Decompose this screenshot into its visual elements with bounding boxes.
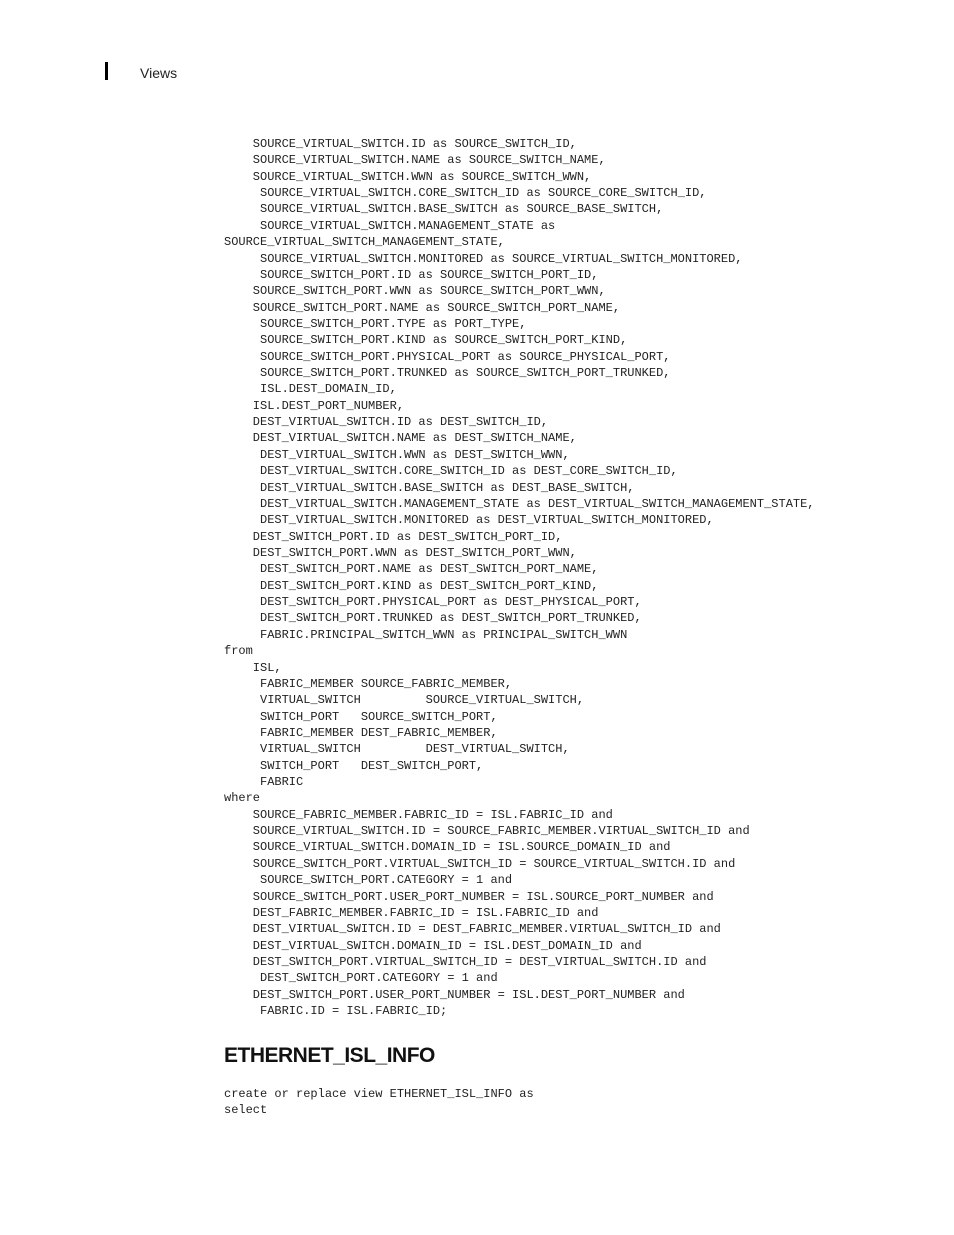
section-heading: ETHERNET_ISL_INFO: [224, 1044, 435, 1067]
sql-code-block: SOURCE_VIRTUAL_SWITCH.ID as SOURCE_SWITCH_ID, SOURCE_VIRTUAL_SWITCH.NAME as SOURCE_SWITCH_NAME, SOURCE_VIRTUAL_SWITCH.WWN as SOURCE_SWITCH_WWN, SOURCE_VIRTUAL_SWITCH.CORE_SWITCH_ID as SOURCE_CORE_SWITCH_ID, SOURCE_VIRTUAL_SWITCH.BASE_SWITCH as SOURCE_BASE_SWITCH, SOURCE_VIRTUAL_SWITCH.MANAGEMENT_STATE as SOURCE_VIRTUAL_SWITCH_MANAGEMENT_STATE, SOURCE_VIRTUAL_SWITCH.MONITORED as SOURCE_VIRTUAL_SWITCH_MONITORED, SOURCE_SWITCH_PORT.ID as SOURCE_SWITCH_PORT_ID, SOURCE_SWITCH_PORT.WWN as SOURCE_SWITCH_PORT_WWN, SOURCE_SWITCH_PORT.NAME as SOURCE_SWITCH_PORT_NAME, SOURCE_SWITCH_PORT.TYPE as PORT_TYPE, SOURCE_SWITCH_PORT.KIND as SOURCE_SWITCH_PORT_KIND, SOURCE_SWITCH_PORT.PHYSICAL_PORT as SOURCE_PHYSICAL_PORT, SOURCE_SWITCH_PORT.TRUNKED as SOURCE_SWITCH_PORT_TRUNKED, ISL.DEST_DOMAIN_ID, ISL.DEST_PORT_NUMBER, DEST_VIRTUAL_SWITCH.ID as DEST_SWITCH_ID, DEST_VIRTUAL_SWITCH.NAME as DEST_SWITCH_NAME, DEST_VIRTUAL_SWITCH.WWN as DEST_SWITCH_WWN, DEST_VIRTUAL_SWITCH.CORE_SWITCH_ID as DEST_CORE_SWITCH_ID, DEST_VIRTUAL_SWITCH.BASE_SWITCH as DEST_BASE_SWITCH, DEST_VIRTUAL_SWITCH.MANAGEMENT_STATE as DEST_VIRTUAL_SWITCH_MANAGEMENT_STATE, DEST_VIRTUAL_SWITCH.MONITORED as DEST_VIRTUAL_SWITCH_MONITORED, DEST_SWITCH_PORT.ID as DEST_SWITCH_PORT_ID, DEST_SWITCH_PORT.WWN as DEST_SWITCH_PORT_WWN, DEST_SWITCH_PORT.NAME as DEST_SWITCH_PORT_NAME, DEST_SWITCH_PORT.KIND as DEST_SWITCH_PORT_KIND, DEST_SWITCH_PORT.PHYSICAL_PORT as DEST_PHYSICAL_PORT, DEST_SWITCH_PORT.TRUNKED as DEST_SWITCH_PORT_TRUNKED, FABRIC.PRINCIPAL_SWITCH_WWN as PRINCIPAL_SWITCH_WWN from ISL, FABRIC_MEMBER SOURCE_FABRIC_MEMBER, VIRTUAL_SWITCH SOURCE_VIRTUAL_SWITCH, SWITCH_PORT SOURCE_SWITCH_PORT, FABRIC_MEMBER DEST_FABRIC_MEMBER, VIRTUAL_SWITCH DEST_VIRTUAL_SWITCH, SWITCH_PORT DEST_SWITCH_PORT, FABRIC where SOURCE_FABRIC_MEMBER.FABRIC_ID = ISL.FABRIC_ID and SOURCE_VIRTUAL_SWITCH.ID = SOURCE_FABRIC_MEMBER.VIRTUAL_SWITCH_ID and SOURCE_VIRTUAL_SWITCH.DOMAIN_ID = ISL.SOURCE_DOMAIN_ID and SOURCE_SWITCH_PORT.VIRTUAL_SWITCH_ID = SOURCE_VIRTUAL_SWITCH.ID and SOURCE_SWITCH_PORT.CATEGORY = 1 and SOURCE_SWITCH_PORT.USER_PORT_NUMBER = ISL.SOURCE_PORT_NUMBER and DEST_FABRIC_MEMBER.FABRIC_ID = ISL.FABRIC_ID and DEST_VIRTUAL_SWITCH.ID = DEST_FABRIC_MEMBER.VIRTUAL_SWITCH_ID and DEST_VIRTUAL_SWITCH.DOMAIN_ID = ISL.DEST_DOMAIN_ID and DEST_SWITCH_PORT.VIRTUAL_SWITCH_ID = DEST_VIRTUAL_SWITCH.ID and DEST_SWITCH_PORT.CATEGORY = 1 and DEST_SWITCH_PORT.USER_PORT_NUMBER = ISL.DEST_PORT_NUMBER and FABRIC.ID = ISL.FABRIC_ID;: [224, 137, 815, 1019]
running-header-title: Views: [140, 65, 178, 81]
header-rule: [105, 62, 108, 80]
sql-create-view-block: create or replace view ETHERNET_ISL_INFO as select: [224, 1087, 534, 1118]
